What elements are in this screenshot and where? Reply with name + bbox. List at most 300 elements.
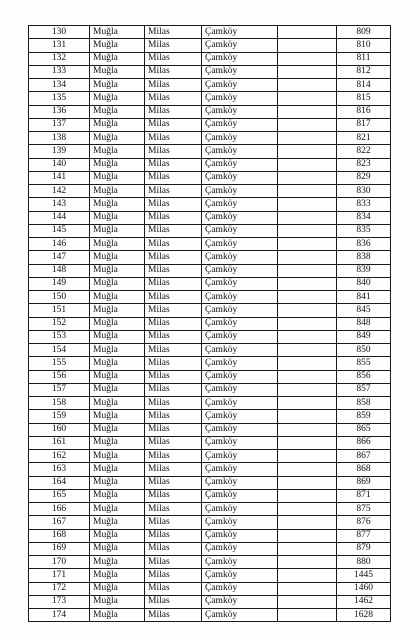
- row-number-cell: 130: [29, 26, 90, 39]
- empty-cell: [278, 26, 337, 39]
- district-cell: Milas: [145, 105, 202, 118]
- district-cell: Milas: [145, 569, 202, 582]
- province-cell: Muğla: [90, 251, 145, 264]
- province-cell: Muğla: [90, 503, 145, 516]
- province-cell: Muğla: [90, 609, 145, 622]
- province-cell: Muğla: [90, 65, 145, 78]
- neighborhood-cell: Çamköy: [202, 582, 278, 595]
- neighborhood-cell: Çamköy: [202, 383, 278, 396]
- province-cell: Muğla: [90, 291, 145, 304]
- empty-cell: [278, 52, 337, 65]
- empty-cell: [278, 277, 337, 290]
- row-number-cell: 154: [29, 344, 90, 357]
- empty-cell: [278, 317, 337, 330]
- district-cell: Milas: [145, 609, 202, 622]
- table-row: [29, 436, 391, 449]
- district-cell: Milas: [145, 317, 202, 330]
- district-cell: Milas: [145, 357, 202, 370]
- district-cell: Milas: [145, 489, 202, 502]
- neighborhood-cell: Çamköy: [202, 344, 278, 357]
- table-row: [29, 410, 391, 423]
- parcel-number-cell: 845: [337, 304, 391, 317]
- neighborhood-cell: Çamköy: [202, 569, 278, 582]
- table-row: [29, 251, 391, 264]
- neighborhood-cell: Çamköy: [202, 171, 278, 184]
- row-number-cell: 147: [29, 251, 90, 264]
- empty-cell: [278, 330, 337, 343]
- parcel-number-cell: 879: [337, 542, 391, 555]
- parcel-number-cell: 809: [337, 26, 391, 39]
- table-row: [29, 370, 391, 383]
- table-row: [29, 476, 391, 489]
- row-number-cell: 163: [29, 463, 90, 476]
- parcel-number-cell: 877: [337, 529, 391, 542]
- province-cell: Muğla: [90, 397, 145, 410]
- neighborhood-cell: Çamköy: [202, 304, 278, 317]
- empty-cell: [278, 370, 337, 383]
- row-number-cell: 141: [29, 171, 90, 184]
- province-cell: Muğla: [90, 52, 145, 65]
- row-number-cell: 158: [29, 397, 90, 410]
- neighborhood-cell: Çamköy: [202, 542, 278, 555]
- row-number-cell: 164: [29, 476, 90, 489]
- table-row: [29, 65, 391, 78]
- neighborhood-cell: Çamköy: [202, 52, 278, 65]
- table-row: [29, 569, 391, 582]
- neighborhood-cell: Çamköy: [202, 410, 278, 423]
- district-cell: Milas: [145, 198, 202, 211]
- row-number-cell: 159: [29, 410, 90, 423]
- district-cell: Milas: [145, 224, 202, 237]
- neighborhood-cell: Çamköy: [202, 224, 278, 237]
- parcel-number-cell: 816: [337, 105, 391, 118]
- table-row: [29, 383, 391, 396]
- parcel-number-cell: 855: [337, 357, 391, 370]
- neighborhood-cell: Çamköy: [202, 277, 278, 290]
- province-cell: Muğla: [90, 569, 145, 582]
- district-cell: Milas: [145, 423, 202, 436]
- empty-cell: [278, 450, 337, 463]
- neighborhood-cell: Çamköy: [202, 39, 278, 52]
- empty-cell: [278, 357, 337, 370]
- parcel-number-cell: 1460: [337, 582, 391, 595]
- province-cell: Muğla: [90, 145, 145, 158]
- row-number-cell: 136: [29, 105, 90, 118]
- parcel-number-cell: 865: [337, 423, 391, 436]
- province-cell: Muğla: [90, 529, 145, 542]
- empty-cell: [278, 185, 337, 198]
- row-number-cell: 173: [29, 595, 90, 608]
- province-cell: Muğla: [90, 238, 145, 251]
- parcel-number-cell: 810: [337, 39, 391, 52]
- row-number-cell: 174: [29, 609, 90, 622]
- empty-cell: [278, 503, 337, 516]
- neighborhood-cell: Çamköy: [202, 79, 278, 92]
- empty-cell: [278, 171, 337, 184]
- neighborhood-cell: Çamköy: [202, 264, 278, 277]
- neighborhood-cell: Çamköy: [202, 370, 278, 383]
- empty-cell: [278, 224, 337, 237]
- row-number-cell: 157: [29, 383, 90, 396]
- empty-cell: [278, 251, 337, 264]
- neighborhood-cell: Çamköy: [202, 516, 278, 529]
- row-number-cell: 148: [29, 264, 90, 277]
- district-cell: Milas: [145, 118, 202, 131]
- neighborhood-cell: Çamköy: [202, 317, 278, 330]
- parcel-number-cell: 876: [337, 516, 391, 529]
- empty-cell: [278, 39, 337, 52]
- parcel-number-cell: 880: [337, 556, 391, 569]
- empty-cell: [278, 264, 337, 277]
- province-cell: Muğla: [90, 489, 145, 502]
- neighborhood-cell: Çamköy: [202, 26, 278, 39]
- province-cell: Muğla: [90, 26, 145, 39]
- parcel-number-cell: 857: [337, 383, 391, 396]
- parcel-number-cell: 1445: [337, 569, 391, 582]
- district-cell: Milas: [145, 238, 202, 251]
- parcel-number-cell: 817: [337, 118, 391, 131]
- neighborhood-cell: Çamköy: [202, 503, 278, 516]
- neighborhood-cell: Çamköy: [202, 132, 278, 145]
- neighborhood-cell: Çamköy: [202, 609, 278, 622]
- province-cell: Muğla: [90, 198, 145, 211]
- district-cell: Milas: [145, 304, 202, 317]
- province-cell: Muğla: [90, 410, 145, 423]
- row-number-cell: 150: [29, 291, 90, 304]
- neighborhood-cell: Çamköy: [202, 357, 278, 370]
- parcel-number-cell: 830: [337, 185, 391, 198]
- row-number-cell: 168: [29, 529, 90, 542]
- row-number-cell: 156: [29, 370, 90, 383]
- province-cell: Muğla: [90, 132, 145, 145]
- parcel-number-cell: 871: [337, 489, 391, 502]
- province-cell: Muğla: [90, 79, 145, 92]
- table-row: [29, 542, 391, 555]
- table-row: [29, 92, 391, 105]
- province-cell: Muğla: [90, 211, 145, 224]
- district-cell: Milas: [145, 383, 202, 396]
- province-cell: Muğla: [90, 450, 145, 463]
- empty-cell: [278, 489, 337, 502]
- row-number-cell: 132: [29, 52, 90, 65]
- table-row: [29, 516, 391, 529]
- district-cell: Milas: [145, 503, 202, 516]
- row-number-cell: 142: [29, 185, 90, 198]
- table-row: [29, 489, 391, 502]
- empty-cell: [278, 569, 337, 582]
- district-cell: Milas: [145, 344, 202, 357]
- neighborhood-cell: Çamköy: [202, 595, 278, 608]
- row-number-cell: 171: [29, 569, 90, 582]
- province-cell: Muğla: [90, 118, 145, 131]
- empty-cell: [278, 118, 337, 131]
- row-number-cell: 152: [29, 317, 90, 330]
- empty-cell: [278, 595, 337, 608]
- province-cell: Muğla: [90, 516, 145, 529]
- district-cell: Milas: [145, 277, 202, 290]
- empty-cell: [278, 198, 337, 211]
- parcel-number-cell: 811: [337, 52, 391, 65]
- neighborhood-cell: Çamköy: [202, 185, 278, 198]
- table-row: [29, 198, 391, 211]
- row-number-cell: 140: [29, 158, 90, 171]
- district-cell: Milas: [145, 211, 202, 224]
- district-cell: Milas: [145, 158, 202, 171]
- empty-cell: [278, 79, 337, 92]
- table-row: [29, 529, 391, 542]
- district-cell: Milas: [145, 542, 202, 555]
- table-row: [29, 609, 391, 622]
- province-cell: Muğla: [90, 158, 145, 171]
- row-number-cell: 131: [29, 39, 90, 52]
- neighborhood-cell: Çamköy: [202, 238, 278, 251]
- neighborhood-cell: Çamköy: [202, 118, 278, 131]
- neighborhood-cell: Çamköy: [202, 211, 278, 224]
- empty-cell: [278, 158, 337, 171]
- parcel-number-cell: 839: [337, 264, 391, 277]
- table-row: [29, 397, 391, 410]
- province-cell: Muğla: [90, 171, 145, 184]
- table-row: [29, 185, 391, 198]
- empty-cell: [278, 609, 337, 622]
- parcel-number-cell: 838: [337, 251, 391, 264]
- row-number-cell: 170: [29, 556, 90, 569]
- province-cell: Muğla: [90, 370, 145, 383]
- neighborhood-cell: Çamköy: [202, 436, 278, 449]
- province-cell: Muğla: [90, 330, 145, 343]
- neighborhood-cell: Çamköy: [202, 251, 278, 264]
- province-cell: Muğla: [90, 317, 145, 330]
- table-row: [29, 304, 391, 317]
- row-number-cell: 162: [29, 450, 90, 463]
- parcel-number-cell: 849: [337, 330, 391, 343]
- row-number-cell: 172: [29, 582, 90, 595]
- parcel-number-cell: 821: [337, 132, 391, 145]
- row-number-cell: 149: [29, 277, 90, 290]
- row-number-cell: 167: [29, 516, 90, 529]
- neighborhood-cell: Çamköy: [202, 145, 278, 158]
- province-cell: Muğla: [90, 224, 145, 237]
- empty-cell: [278, 529, 337, 542]
- table-row: [29, 79, 391, 92]
- table-row: [29, 357, 391, 370]
- empty-cell: [278, 344, 337, 357]
- district-cell: Milas: [145, 171, 202, 184]
- district-cell: Milas: [145, 370, 202, 383]
- province-cell: Muğla: [90, 264, 145, 277]
- empty-cell: [278, 238, 337, 251]
- neighborhood-cell: Çamköy: [202, 158, 278, 171]
- district-cell: Milas: [145, 595, 202, 608]
- table-row: [29, 344, 391, 357]
- parcel-table: [28, 25, 391, 622]
- empty-cell: [278, 291, 337, 304]
- row-number-cell: 151: [29, 304, 90, 317]
- parcel-number-cell: 815: [337, 92, 391, 105]
- table-row: [29, 52, 391, 65]
- empty-cell: [278, 211, 337, 224]
- province-cell: Muğla: [90, 463, 145, 476]
- province-cell: Muğla: [90, 344, 145, 357]
- province-cell: Muğla: [90, 185, 145, 198]
- district-cell: Milas: [145, 185, 202, 198]
- district-cell: Milas: [145, 251, 202, 264]
- empty-cell: [278, 92, 337, 105]
- table-row: [29, 595, 391, 608]
- neighborhood-cell: Çamköy: [202, 423, 278, 436]
- district-cell: Milas: [145, 476, 202, 489]
- parcel-table-body: [29, 26, 391, 622]
- province-cell: Muğla: [90, 582, 145, 595]
- district-cell: Milas: [145, 556, 202, 569]
- parcel-number-cell: 858: [337, 397, 391, 410]
- parcel-number-cell: 836: [337, 238, 391, 251]
- province-cell: Muğla: [90, 277, 145, 290]
- district-cell: Milas: [145, 463, 202, 476]
- neighborhood-cell: Çamköy: [202, 198, 278, 211]
- row-number-cell: 146: [29, 238, 90, 251]
- table-row: [29, 264, 391, 277]
- district-cell: Milas: [145, 516, 202, 529]
- district-cell: Milas: [145, 92, 202, 105]
- parcel-number-cell: 850: [337, 344, 391, 357]
- district-cell: Milas: [145, 410, 202, 423]
- province-cell: Muğla: [90, 423, 145, 436]
- neighborhood-cell: Çamköy: [202, 463, 278, 476]
- parcel-number-cell: 868: [337, 463, 391, 476]
- table-row: [29, 277, 391, 290]
- district-cell: Milas: [145, 26, 202, 39]
- district-cell: Milas: [145, 39, 202, 52]
- empty-cell: [278, 145, 337, 158]
- parcel-number-cell: 841: [337, 291, 391, 304]
- empty-cell: [278, 105, 337, 118]
- table-row: [29, 158, 391, 171]
- table-row: [29, 145, 391, 158]
- row-number-cell: 134: [29, 79, 90, 92]
- row-number-cell: 161: [29, 436, 90, 449]
- province-cell: Muğla: [90, 436, 145, 449]
- neighborhood-cell: Çamköy: [202, 489, 278, 502]
- neighborhood-cell: Çamköy: [202, 330, 278, 343]
- neighborhood-cell: Çamköy: [202, 556, 278, 569]
- neighborhood-cell: Çamköy: [202, 397, 278, 410]
- empty-cell: [278, 132, 337, 145]
- neighborhood-cell: Çamköy: [202, 92, 278, 105]
- table-row: [29, 171, 391, 184]
- table-row: [29, 291, 391, 304]
- table-row: [29, 503, 391, 516]
- neighborhood-cell: Çamköy: [202, 65, 278, 78]
- empty-cell: [278, 423, 337, 436]
- table-row: [29, 39, 391, 52]
- province-cell: Muğla: [90, 357, 145, 370]
- parcel-number-cell: 823: [337, 158, 391, 171]
- empty-cell: [278, 65, 337, 78]
- district-cell: Milas: [145, 79, 202, 92]
- parcel-number-cell: 848: [337, 317, 391, 330]
- district-cell: Milas: [145, 529, 202, 542]
- table-row: [29, 556, 391, 569]
- row-number-cell: 166: [29, 503, 90, 516]
- parcel-number-cell: 840: [337, 277, 391, 290]
- parcel-number-cell: 834: [337, 211, 391, 224]
- empty-cell: [278, 463, 337, 476]
- district-cell: Milas: [145, 330, 202, 343]
- province-cell: Muğla: [90, 595, 145, 608]
- empty-cell: [278, 436, 337, 449]
- parcel-number-cell: 869: [337, 476, 391, 489]
- row-number-cell: 155: [29, 357, 90, 370]
- row-number-cell: 143: [29, 198, 90, 211]
- parcel-number-cell: 875: [337, 503, 391, 516]
- province-cell: Muğla: [90, 383, 145, 396]
- table-row: [29, 132, 391, 145]
- neighborhood-cell: Çamköy: [202, 105, 278, 118]
- district-cell: Milas: [145, 436, 202, 449]
- parcel-number-cell: 835: [337, 224, 391, 237]
- row-number-cell: 133: [29, 65, 90, 78]
- district-cell: Milas: [145, 450, 202, 463]
- parcel-number-cell: 1462: [337, 595, 391, 608]
- neighborhood-cell: Çamköy: [202, 291, 278, 304]
- province-cell: Muğla: [90, 92, 145, 105]
- parcel-number-cell: 829: [337, 171, 391, 184]
- province-cell: Muğla: [90, 39, 145, 52]
- table-row: [29, 330, 391, 343]
- table-row: [29, 423, 391, 436]
- empty-cell: [278, 397, 337, 410]
- province-cell: Muğla: [90, 304, 145, 317]
- empty-cell: [278, 516, 337, 529]
- row-number-cell: 169: [29, 542, 90, 555]
- district-cell: Milas: [145, 145, 202, 158]
- neighborhood-cell: Çamköy: [202, 529, 278, 542]
- empty-cell: [278, 476, 337, 489]
- district-cell: Milas: [145, 397, 202, 410]
- neighborhood-cell: Çamköy: [202, 476, 278, 489]
- parcel-number-cell: 1628: [337, 609, 391, 622]
- district-cell: Milas: [145, 52, 202, 65]
- province-cell: Muğla: [90, 476, 145, 489]
- table-row: [29, 224, 391, 237]
- row-number-cell: 139: [29, 145, 90, 158]
- district-cell: Milas: [145, 264, 202, 277]
- row-number-cell: 145: [29, 224, 90, 237]
- district-cell: Milas: [145, 582, 202, 595]
- empty-cell: [278, 556, 337, 569]
- row-number-cell: 153: [29, 330, 90, 343]
- row-number-cell: 144: [29, 211, 90, 224]
- table-row: [29, 317, 391, 330]
- province-cell: Muğla: [90, 542, 145, 555]
- row-number-cell: 165: [29, 489, 90, 502]
- parcel-number-cell: 814: [337, 79, 391, 92]
- empty-cell: [278, 410, 337, 423]
- table-row: [29, 450, 391, 463]
- parcel-number-cell: 812: [337, 65, 391, 78]
- empty-cell: [278, 542, 337, 555]
- row-number-cell: 160: [29, 423, 90, 436]
- table-row: [29, 105, 391, 118]
- neighborhood-cell: Çamköy: [202, 450, 278, 463]
- table-row: [29, 463, 391, 476]
- district-cell: Milas: [145, 132, 202, 145]
- table-row: [29, 118, 391, 131]
- table-row: [29, 582, 391, 595]
- parcel-number-cell: 859: [337, 410, 391, 423]
- province-cell: Muğla: [90, 105, 145, 118]
